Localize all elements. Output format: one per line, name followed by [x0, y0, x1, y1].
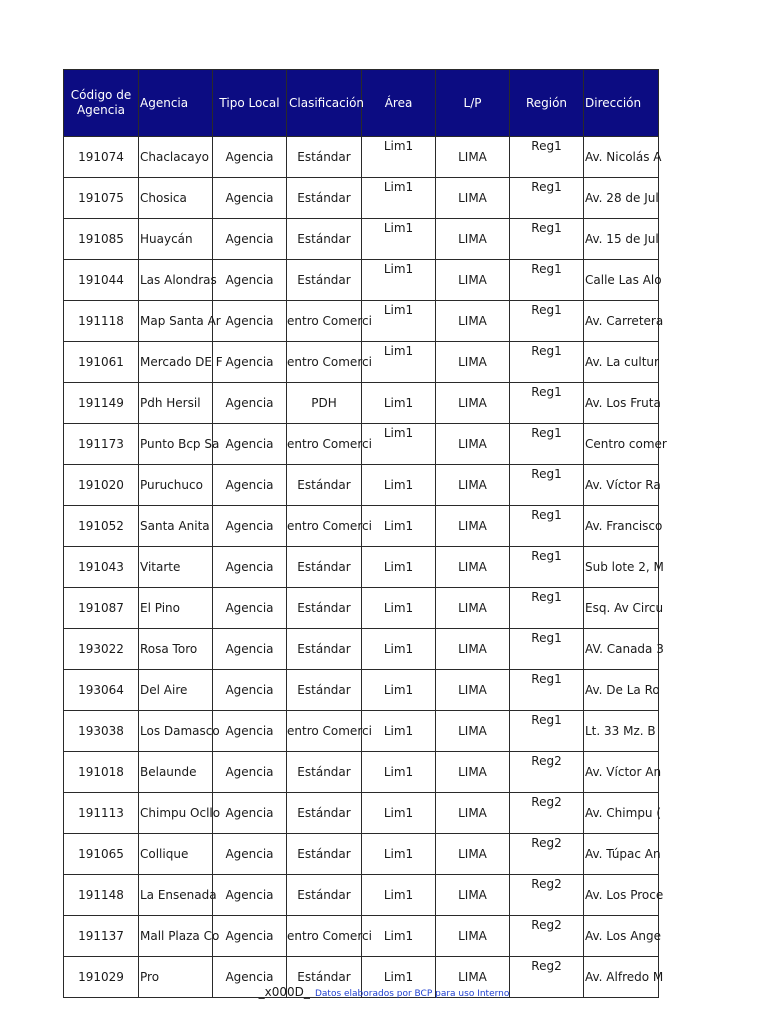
cell-direccion: Centro comer: [584, 424, 659, 465]
cell-tipo-local: Agencia: [213, 301, 287, 342]
table-row: [64, 875, 659, 916]
cell-codigo: 191075: [64, 178, 139, 219]
cell-direccion: Esq. Av Circu: [584, 588, 659, 629]
cell-codigo: 191113: [64, 793, 139, 834]
table-row: [64, 342, 659, 383]
table-row: [64, 793, 659, 834]
header-lp: L/P: [436, 70, 510, 137]
cell-tipo-local: Agencia: [213, 793, 287, 834]
cell-region: Reg2: [510, 875, 584, 916]
cell-area: Lim1: [362, 916, 436, 957]
cell-region: Reg2: [510, 834, 584, 875]
cell-agencia: Los Damasco: [139, 711, 213, 752]
cell-codigo: 193064: [64, 670, 139, 711]
table-row: [64, 670, 659, 711]
cell-lp: LIMA: [436, 260, 510, 301]
cell-region: Reg2: [510, 752, 584, 793]
header-direccion: Dirección: [584, 70, 659, 137]
cell-lp: LIMA: [436, 752, 510, 793]
cell-lp: LIMA: [436, 957, 510, 998]
table-row: [64, 588, 659, 629]
cell-direccion: Av. 15 de Jul: [584, 219, 659, 260]
header-region: Región: [510, 70, 584, 137]
cell-clasificacion: Estándar: [287, 793, 362, 834]
cell-agencia: Vitarte: [139, 547, 213, 588]
cell-tipo-local: Agencia: [213, 916, 287, 957]
cell-lp: LIMA: [436, 465, 510, 506]
cell-lp: LIMA: [436, 506, 510, 547]
cell-codigo: 191085: [64, 219, 139, 260]
cell-codigo: 193022: [64, 629, 139, 670]
cell-region: Reg1: [510, 547, 584, 588]
cell-lp: LIMA: [436, 793, 510, 834]
cell-agencia: Santa Anita: [139, 506, 213, 547]
footer-marker: _x000D_: [258, 985, 310, 999]
cell-clasificacion: Estándar: [287, 547, 362, 588]
cell-agencia: El Pino: [139, 588, 213, 629]
table-row: [64, 834, 659, 875]
footer-note: Datos elaborados por BCP para uso Interno: [314, 989, 510, 999]
cell-area: Lim1: [362, 752, 436, 793]
cell-tipo-local: Agencia: [213, 219, 287, 260]
cell-direccion: Av. La cultur: [584, 342, 659, 383]
cell-codigo: 191018: [64, 752, 139, 793]
cell-codigo: 191087: [64, 588, 139, 629]
header-area: Área: [362, 70, 436, 137]
cell-area: Lim1: [362, 137, 436, 178]
cell-area: Lim1: [362, 629, 436, 670]
cell-direccion: Sub lote 2, M: [584, 547, 659, 588]
cell-agencia: Map Santa Ar: [139, 301, 213, 342]
cell-lp: LIMA: [436, 219, 510, 260]
cell-direccion: Av. Nicolás A: [584, 137, 659, 178]
cell-tipo-local: Agencia: [213, 588, 287, 629]
cell-direccion: Av. Los Proce: [584, 875, 659, 916]
cell-codigo: 191020: [64, 465, 139, 506]
cell-region: Reg1: [510, 301, 584, 342]
table-body: [64, 137, 667, 998]
cell-clasificacion: Estándar: [287, 875, 362, 916]
cell-codigo: 191052: [64, 506, 139, 547]
cell-clasificacion: entro Comerci: [287, 711, 362, 752]
cell-region: Reg1: [510, 711, 584, 752]
cell-area: Lim1: [362, 547, 436, 588]
cell-tipo-local: Agencia: [213, 260, 287, 301]
cell-direccion: Av. Víctor Ra: [584, 465, 659, 506]
cell-lp: LIMA: [436, 424, 510, 465]
cell-codigo: 191148: [64, 875, 139, 916]
cell-region: Reg1: [510, 178, 584, 219]
cell-tipo-local: Agencia: [213, 670, 287, 711]
cell-area: Lim1: [362, 342, 436, 383]
cell-clasificacion: entro Comerci: [287, 342, 362, 383]
cell-region: Reg1: [510, 465, 584, 506]
cell-area: Lim1: [362, 957, 436, 998]
cell-agencia: Mall Plaza Co: [139, 916, 213, 957]
header-codigo: Código de Agencia: [64, 70, 139, 137]
cell-lp: LIMA: [436, 383, 510, 424]
cell-area: Lim1: [362, 178, 436, 219]
cell-area: Lim1: [362, 875, 436, 916]
cell-agencia: Huaycán: [139, 219, 213, 260]
page-footer: [0, 981, 768, 1000]
cell-area: Lim1: [362, 383, 436, 424]
cell-tipo-local: Agencia: [213, 506, 287, 547]
cell-region: Reg2: [510, 957, 584, 998]
cell-codigo: 191118: [64, 301, 139, 342]
cell-tipo-local: Agencia: [213, 834, 287, 875]
cell-direccion: Calle Las Alo: [584, 260, 659, 301]
table-row: [64, 916, 659, 957]
table-row: [64, 752, 659, 793]
cell-tipo-local: Agencia: [213, 178, 287, 219]
cell-agencia: La Ensenada: [139, 875, 213, 916]
cell-clasificacion: entro Comerci: [287, 424, 362, 465]
cell-codigo: 191029: [64, 957, 139, 998]
cell-agencia: Rosa Toro: [139, 629, 213, 670]
cell-direccion: Av. Víctor An: [584, 752, 659, 793]
cell-codigo: 191044: [64, 260, 139, 301]
cell-region: Reg1: [510, 588, 584, 629]
cell-tipo-local: Agencia: [213, 752, 287, 793]
cell-clasificacion: Estándar: [287, 465, 362, 506]
cell-clasificacion: Estándar: [287, 957, 362, 998]
cell-region: Reg1: [510, 137, 584, 178]
cell-agencia: Punto Bcp Sa: [139, 424, 213, 465]
cell-area: Lim1: [362, 506, 436, 547]
cell-tipo-local: Agencia: [213, 137, 287, 178]
cell-area: Lim1: [362, 260, 436, 301]
table-row: [64, 301, 659, 342]
cell-clasificacion: Estándar: [287, 260, 362, 301]
agency-table: [63, 69, 667, 998]
cell-codigo: 191149: [64, 383, 139, 424]
cell-lp: LIMA: [436, 588, 510, 629]
cell-area: Lim1: [362, 465, 436, 506]
cell-direccion: Av. 28 de Jul: [584, 178, 659, 219]
cell-tipo-local: Agencia: [213, 383, 287, 424]
cell-tipo-local: Agencia: [213, 957, 287, 998]
cell-lp: LIMA: [436, 301, 510, 342]
cell-direccion: Av. Chimpu (: [584, 793, 659, 834]
cell-tipo-local: Agencia: [213, 629, 287, 670]
cell-tipo-local: Agencia: [213, 547, 287, 588]
cell-clasificacion: Estándar: [287, 752, 362, 793]
cell-direccion: Av. Los Fruta: [584, 383, 659, 424]
cell-area: Lim1: [362, 793, 436, 834]
cell-clasificacion: entro Comerci: [287, 301, 362, 342]
table-row: [64, 137, 659, 178]
table-row: [64, 506, 659, 547]
table-row: [64, 711, 659, 752]
cell-area: Lim1: [362, 670, 436, 711]
cell-clasificacion: Estándar: [287, 670, 362, 711]
cell-codigo: 193038: [64, 711, 139, 752]
cell-lp: LIMA: [436, 629, 510, 670]
cell-agencia: Del Aire: [139, 670, 213, 711]
cell-agencia: Mercado DE F: [139, 342, 213, 383]
cell-region: Reg1: [510, 424, 584, 465]
cell-region: Reg1: [510, 342, 584, 383]
cell-direccion: AV. Canada 3: [584, 629, 659, 670]
cell-clasificacion: entro Comerci: [287, 916, 362, 957]
cell-lp: LIMA: [436, 916, 510, 957]
cell-region: Reg1: [510, 260, 584, 301]
cell-tipo-local: Agencia: [213, 875, 287, 916]
cell-tipo-local: Agencia: [213, 465, 287, 506]
cell-agencia: Chosica: [139, 178, 213, 219]
cell-clasificacion: entro Comerci: [287, 506, 362, 547]
cell-clasificacion: Estándar: [287, 137, 362, 178]
cell-codigo: 191061: [64, 342, 139, 383]
header-agencia: Agencia: [139, 70, 213, 137]
table-row: [64, 629, 659, 670]
cell-region: Reg2: [510, 793, 584, 834]
table-row: [64, 547, 659, 588]
cell-clasificacion: Estándar: [287, 178, 362, 219]
cell-area: Lim1: [362, 301, 436, 342]
cell-lp: LIMA: [436, 547, 510, 588]
table-row: [64, 465, 659, 506]
cell-clasificacion: Estándar: [287, 629, 362, 670]
cell-agencia: Las Alondras: [139, 260, 213, 301]
cell-clasificacion: Estándar: [287, 219, 362, 260]
cell-lp: LIMA: [436, 670, 510, 711]
cell-tipo-local: Agencia: [213, 711, 287, 752]
cell-area: Lim1: [362, 834, 436, 875]
cell-codigo: 191173: [64, 424, 139, 465]
cell-agencia: Puruchuco: [139, 465, 213, 506]
cell-clasificacion: Estándar: [287, 834, 362, 875]
header-clasificacion: Clasificación: [287, 70, 362, 137]
cell-agencia: Chaclacayo: [139, 137, 213, 178]
cell-codigo: 191043: [64, 547, 139, 588]
cell-direccion: Av. Francisco: [584, 506, 659, 547]
cell-region: Reg2: [510, 916, 584, 957]
table-row: [64, 219, 659, 260]
cell-area: Lim1: [362, 588, 436, 629]
cell-agencia: Chimpu Ocllo: [139, 793, 213, 834]
cell-region: Reg1: [510, 629, 584, 670]
cell-lp: LIMA: [436, 834, 510, 875]
cell-agencia: Pro: [139, 957, 213, 998]
cell-agencia: Belaunde: [139, 752, 213, 793]
table-row: [64, 424, 659, 465]
table-row: [64, 260, 659, 301]
cell-codigo: 191065: [64, 834, 139, 875]
cell-area: Lim1: [362, 711, 436, 752]
cell-lp: LIMA: [436, 875, 510, 916]
cell-tipo-local: Agencia: [213, 424, 287, 465]
cell-region: Reg1: [510, 506, 584, 547]
cell-direccion: Av. Los Ange: [584, 916, 659, 957]
cell-lp: LIMA: [436, 137, 510, 178]
cell-clasificacion: PDH: [287, 383, 362, 424]
cell-region: Reg1: [510, 670, 584, 711]
cell-lp: LIMA: [436, 342, 510, 383]
cell-agencia: Collique: [139, 834, 213, 875]
cell-direccion: Av. Alfredo M: [584, 957, 659, 998]
cell-area: Lim1: [362, 219, 436, 260]
cell-region: Reg1: [510, 219, 584, 260]
cell-lp: LIMA: [436, 178, 510, 219]
cell-lp: LIMA: [436, 711, 510, 752]
cell-codigo: 191074: [64, 137, 139, 178]
header-tipo-local: Tipo Local: [213, 70, 287, 137]
cell-clasificacion: Estándar: [287, 588, 362, 629]
cell-direccion: Av. De La Ro: [584, 670, 659, 711]
cell-direccion: Lt. 33 Mz. B: [584, 711, 659, 752]
cell-codigo: 191137: [64, 916, 139, 957]
cell-agencia: Pdh Hersil: [139, 383, 213, 424]
agency-table-sheet: [63, 69, 667, 998]
table-row: [64, 178, 659, 219]
cell-area: Lim1: [362, 424, 436, 465]
cell-region: Reg1: [510, 383, 584, 424]
cell-tipo-local: Agencia: [213, 342, 287, 383]
cell-direccion: Av. Carretera: [584, 301, 659, 342]
cell-direccion: Av. Túpac An: [584, 834, 659, 875]
table-header-row: [64, 70, 659, 137]
table-row: [64, 383, 659, 424]
